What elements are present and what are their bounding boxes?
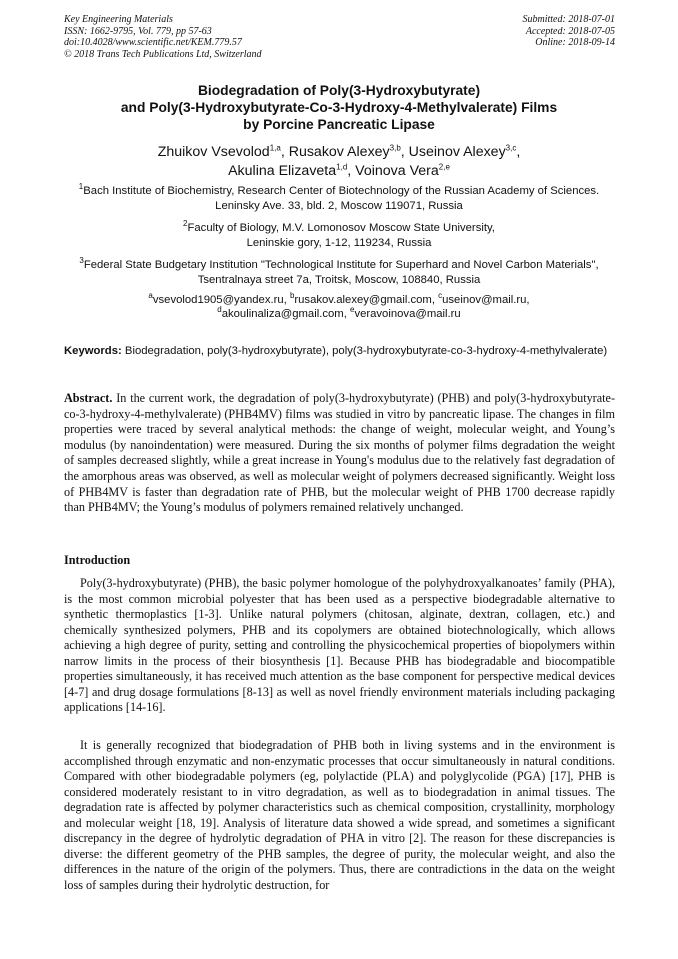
title-line-3: by Porcine Pancreatic Lipase [243, 117, 435, 132]
dates-header [523, 14, 616, 49]
author-line-1: Zhuikov Vsevolod$^{1,a}$, Rusakov Alexey$^{3,b}$, Useinov Alexey$^{3,c}$, [157, 143, 521, 160]
intro-paragraph-2: It is generally recognized that biodegradation of PHB both in living systems and in the environment is accomplished through enzymatic and non-enzymatic processes that occur simultaneously in natural conditions. Compared with other biodegradable polymers (eg, polylactide (PLA) and polyglycolide (PGA) [17], PHB is considered moderately resistant to in vitro degradation, as well as to biodegradation in animal tissues. The degradation rate is affected by polymer characteristics such as chemical composition, crystallinity, morphology and molecular weight [18, 19]. Analysis of literature data showed a wide spread, and sometimes a significant discrepancy in the degree of hydrolytic degradation of PHA in vitro [2]. The reason for these discrepancies is diverse: the different geometry of the PHB samples, the degree of purity, the molecular weight, and also the differences in the nature of the origin of the polymers. Thus, there are contradictions in the data on the weight loss of samples during their hydrolytic destruction, for [64, 738, 615, 892]
author-name: Zhuikov Vsevolod [157, 144, 270, 160]
journal-header [64, 14, 262, 60]
issn-line: ISSN: 1662-9795, Vol. 779, pp 57-63 [64, 25, 212, 37]
paper-title [40, 82, 638, 133]
submitted-date: Submitted: 2018-07-01 [522, 14, 615, 25]
title-line-1: Biodegradation of Poly(3-Hydroxybutyrate) [197, 83, 481, 98]
author-name: Akulina Elizaveta [228, 163, 337, 179]
keywords-text: Biodegradation, poly(3-hydroxybutyrate), poly(3-hydroxybutyrate-co-3-hydroxy-4-methylvalerate) [124, 345, 608, 357]
email-e[interactable]: veravoinova@mail.ru [354, 308, 461, 320]
keywords-label: Keywords: [64, 345, 122, 357]
doi-line: doi:10.4028/www.scientific.net/KEM.779.57 [64, 37, 242, 49]
author-affil-mark: 1,a [269, 143, 281, 153]
author-affil-mark: 2,e [438, 162, 450, 172]
affiliation-text: Bach Institute of Biochemistry, Research Center of Biotechnology of the Russian Academy of Sciences. Leninsky Ave. 33, bld. 2, Moscow 119071, Russia [83, 185, 600, 212]
abstract [64, 391, 615, 516]
affiliation-number: 2 [183, 219, 188, 229]
email-b[interactable]: rusakov.alexey@gmail.com, [294, 294, 435, 306]
section-heading-introduction: Introduction [64, 553, 131, 567]
affiliation-3 [70, 258, 608, 288]
author-list [40, 143, 638, 181]
online-date: Online: 2018-09-14 [535, 37, 615, 49]
author-name: Useinov Alexey [408, 144, 506, 160]
author-emails: $^a$vsevolod1905@yandex.ru, $^b$rusakov.alexey@gmail.com, $^c$useinov@mail.ru, $^d$akoulinaliza@gmail.com, $^e$veravoinova@mail.ru [148, 291, 530, 320]
affiliation-text-cont: Leninskie gory, 1-12, 119234, Russia [246, 237, 432, 249]
author-affil-mark: 3,b [389, 143, 401, 153]
email-d[interactable]: akoulinaliza@gmail.com, [221, 308, 347, 320]
abstract-label: Abstract. [64, 391, 113, 405]
title-line-2: and Poly(3-Hydroxybutyrate-Co-3-Hydroxy-4-Methylvalerate) Films [120, 100, 558, 115]
email-c[interactable]: useinov@mail.ru, [442, 294, 530, 306]
affiliation-text: Faculty of Biology, M.V. Lomonosov Moscow State University, [187, 222, 495, 234]
affiliation-2 [60, 221, 618, 251]
keywords [64, 344, 615, 358]
author-line-2: Akulina Elizaveta$^{1,d}$, Voinova Vera$^{2,e}$ [228, 162, 450, 179]
accepted-date: Accepted: 2018-07-05 [525, 25, 615, 37]
journal-name: Key Engineering Materials [64, 14, 173, 25]
author-affil-mark: 1,d [336, 162, 348, 172]
intro-paragraph-1: Poly(3-hydroxybutyrate) (PHB), the basic polymer homologue of the polyhydroxyalkanoates’ family (PHA), is the most common microbial polyester that has been used as a perspective biodegradable alternative to synthetic thermoplastics [1-3]. Unlike natural polymers (chitosan, alginate, dextran, collagen, etc.) and chemically synthesized polymers, PHB and its copolymers are obtained biotechnologically, which allows achieving a high degree of purity, setting and controlling the physicochemical properties of biopolymers within narrow limits in the process of their biosynthesis [1]. Because PHB has biodegradable and biocompatible properties simultaneously, it has received much attention as the base component for perspective medical devices [4-7] and drug dosage formulations [8-13] as well as novel friendly environment materials including packaging applications [14-16]. [64, 576, 615, 715]
abstract-text: In the current work, the degradation of poly(3-hydroxybutyrate) (PHB) and poly(3-hydroxybutyrate-co-3-hydroxy-4-methylvalerate) (PHB4MV) films was studied in vitro by pancreatic lipase. The changes in film properties were traced by several analytical methods: the change of weight, molecular weight, and Young’s modulus (by nanoindentation) were measured. During the six months of polymer films degradation the weight of samples decreased slightly, while a great increase in Young's modulus due to the relatively fast degradation of the amorphous areas was observed, as well as molecular weight of polymers decreased significantly. Weight loss of PHB4MV is faster than degradation rate of PHB, but the molecular weight of PHB 1700 decrease rapidly than PHB4MV; the Young’s modulus of polymers remained relatively unchanged. [64, 391, 616, 515]
copyright-line: © 2018 Trans Tech Publications Ltd, Switzerland [64, 48, 262, 60]
author-affil-mark: 3,c [505, 143, 517, 153]
affiliation-text: Federal State Budgetary Institution "Technological Institute for Superhard and Novel Carbon Materials", Tsentralnaya street 7a, Troitsk, Moscow, 108840, Russia [83, 259, 599, 286]
affiliation-1 [60, 184, 618, 214]
affiliation-number: 1 [78, 182, 84, 192]
affiliation-number: 3 [79, 256, 84, 266]
email-a[interactable]: vsevolod1905@yandex.ru, [152, 294, 287, 306]
author-name: Voinova Vera [355, 163, 439, 179]
author-name: Rusakov Alexey [288, 144, 390, 160]
